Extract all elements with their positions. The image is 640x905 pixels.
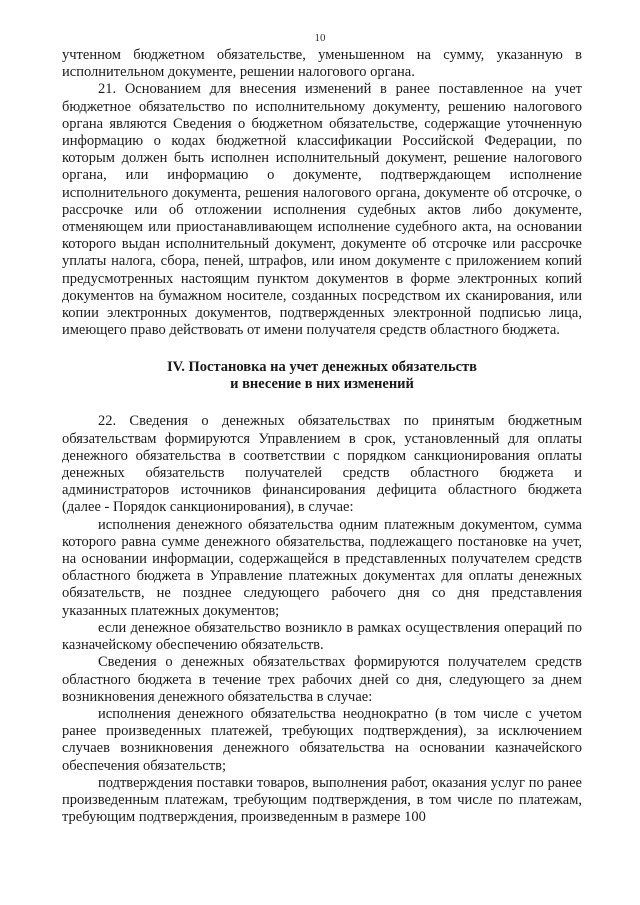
section-heading	[62, 359, 582, 393]
paragraph-22-case-a: исполнения денежного обязательства одним платежным документом, сумма которого равна сумме денежного обязательства, подлежащего постановке на учет, на основании информации, содержащейся в представленных получателем средств областного бюджета в Управление платежных документах для оплаты денежных обязательств, не позднее следующего рабочего дня со дня представления указанных платежных документов;	[62, 516, 582, 619]
paragraph-22-intro-2: Сведения о денежных обязательствах формируются получателем средств областного бюджета в течение трех рабочих дней со дня, следующего за днем возникновения денежного обязательства в случае:	[62, 654, 582, 705]
section-heading-line-2: и внесение в них изменений	[230, 376, 414, 393]
paragraph-22-case-e: подтверждения поставки товаров, выполнения работ, оказания услуг по ранее произведенным платежам, требующим подтверждения, в том числе по платежам, требующим подтверждения, произведенным в размере 100	[62, 774, 582, 826]
section-heading-line-1: IV. Постановка на учет денежных обязательств	[167, 359, 477, 376]
document-body	[62, 47, 582, 826]
paragraph-22: 22. Сведения о денежных обязательствах по принятым бюджетным обязательствам формируются Управлением в срок, установленный для оплаты денежного обязательства в соответствии с порядком санкционирования оплаты денежных обязательств получателей средств областного бюджета и администраторов источников финансирования дефицита областного бюджета (далее - Порядок санкционирования), в случае:	[62, 413, 582, 516]
paragraph-continuation: учтенном бюджетном обязательстве, уменьшенном на сумму, указанную в исполнительном документе, решении налогового органа.	[62, 47, 582, 81]
paragraph-22-case-b: если денежное обязательство возникло в рамках осуществления операций по казначейскому обеспечению обязательств.	[62, 619, 582, 654]
paragraph-21: 21. Основанием для внесения изменений в ранее поставленное на учет бюджетное обязательство по исполнительному документу, решению налогового органа являются Сведения о бюджетном обязательстве, содержащие уточненную информацию о кодах бюджетной классификации Российской Федерации, по которым должен быть исполнен исполнительный документ, решение налогового органа, или информацию о документе, подтверждающем исполнение исполнительного документа, решения налогового органа, документе об отсрочке, о рассрочке или об отложении исполнения судебных актов либо документе, отменяющем или приостанавливающем исполнение судебного акта, на основании которого выдан исполнительный документ, документе об отсрочке или рассрочке уплаты налога, сбора, пеней, штрафов, или ином документе с приложением копий предусмотренных настоящим пунктом документов в форме электронных копий документов на бумажном носителе, созданных посредством их сканирования, или копии электронных документов, подтвержденных электронной подписью лица, имеющего право действовать от имени получателя средств областного бюджета.	[62, 81, 582, 339]
page-number: 10	[314, 32, 326, 44]
paragraph-22-case-d: исполнения денежного обязательства неоднократно (в том числе с учетом ранее произведенных платежей, требующих подтверждения), за исключением случаев возникновения денежного обязательства на основании казначейского обеспечения обязательств;	[62, 705, 582, 774]
